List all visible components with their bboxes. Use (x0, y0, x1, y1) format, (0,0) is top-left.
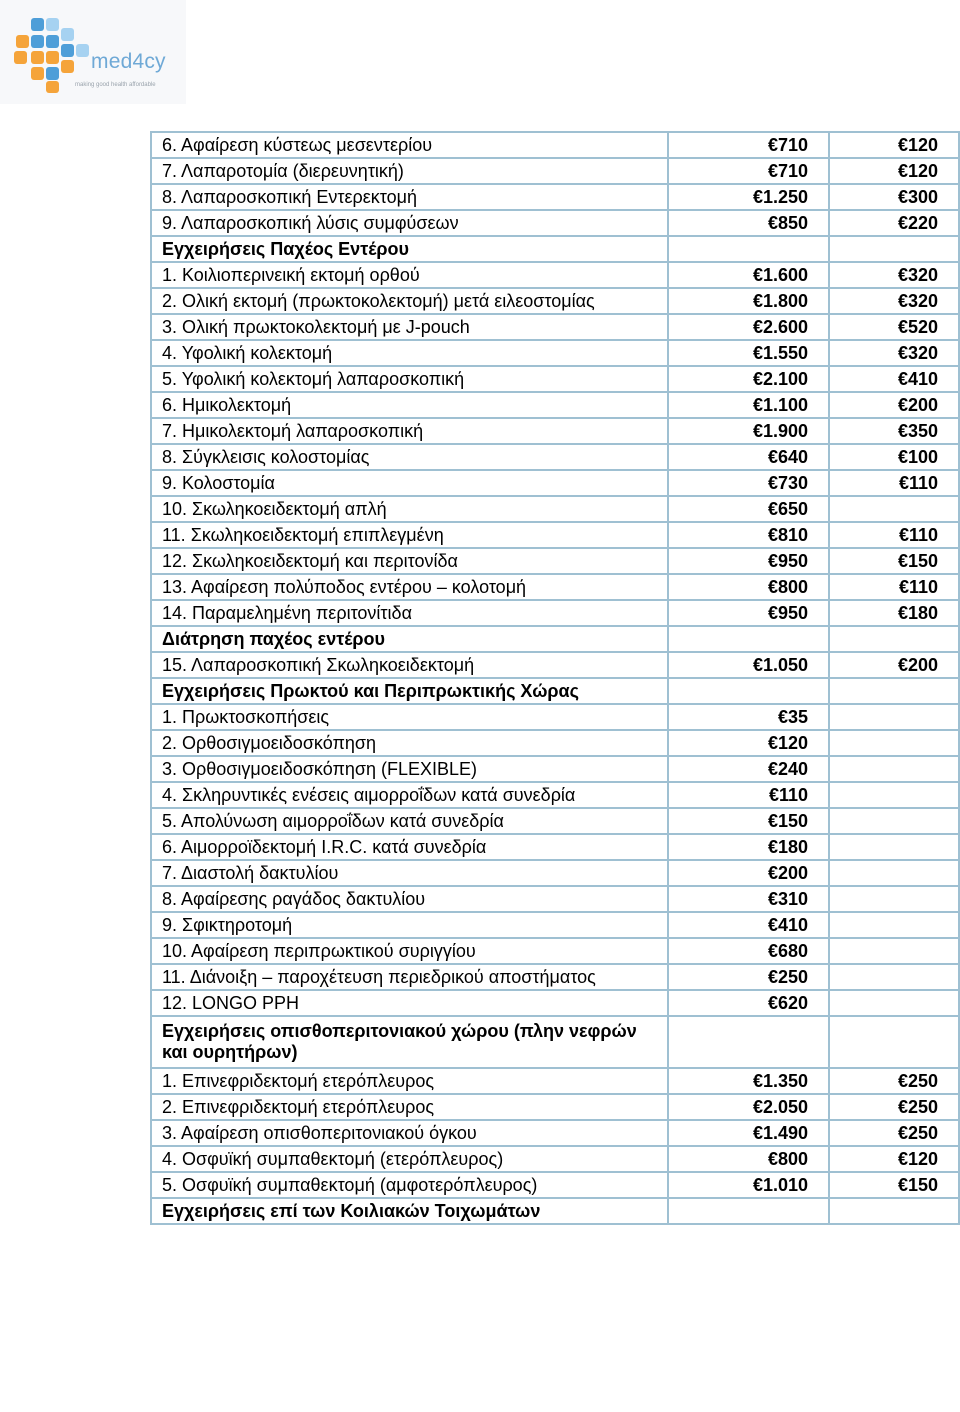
procedure-name: Εγχειρήσεις Πρωκτού και Περιπρωκτικής Χώρας (151, 678, 668, 704)
procedure-name: 12. LONGO PPH (151, 990, 668, 1016)
price-cell: €310 (668, 886, 829, 912)
extra-price-cell: €200 (829, 652, 959, 678)
procedure-name: 11. Διάνοιξη – παροχέτευση περιεδρικού αποστήματος (151, 964, 668, 990)
procedure-name: 2. Επινεφριδεκτομή ετερόπλευρος (151, 1094, 668, 1120)
table-row (151, 210, 959, 236)
extra-price-cell: €250 (829, 1068, 959, 1094)
price-cell: €950 (668, 600, 829, 626)
price-cell: €640 (668, 444, 829, 470)
price-cell: €800 (668, 574, 829, 600)
brand-tagline: making good health affordable (75, 82, 156, 88)
procedure-name: 7. Ημικολεκτομή λαπαροσκοπική (151, 418, 668, 444)
extra-price-cell: €350 (829, 418, 959, 444)
procedure-name: 11. Σκωληκοειδεκτομή επιπλεγμένη (151, 522, 668, 548)
extra-price-cell: €520 (829, 314, 959, 340)
extra-price-cell (829, 886, 959, 912)
table-row (151, 418, 959, 444)
price-cell: €950 (668, 548, 829, 574)
price-cell: €810 (668, 522, 829, 548)
table-row (151, 990, 959, 1016)
brand-logo (0, 0, 186, 104)
procedure-name: 1. Επινεφριδεκτομή ετερόπλευρος (151, 1068, 668, 1094)
price-cell: €1.800 (668, 288, 829, 314)
procedure-name: Εγχειρήσεις οπισθοπεριτονιακού χώρου (πλην νεφρών και ουρητήρων) (151, 1016, 668, 1068)
table-row (151, 834, 959, 860)
table-row (151, 886, 959, 912)
price-cell: €2.100 (668, 366, 829, 392)
extra-price-cell (829, 496, 959, 522)
table-row (151, 522, 959, 548)
extra-price-cell (829, 678, 959, 704)
extra-price-cell (829, 912, 959, 938)
price-cell: €150 (668, 808, 829, 834)
price-cell: €710 (668, 158, 829, 184)
table-row (151, 548, 959, 574)
table-row (151, 366, 959, 392)
price-cell: €1.250 (668, 184, 829, 210)
procedure-name: 6. Αφαίρεση κύστεως μεσεντερίου (151, 132, 668, 158)
procedure-name: 5. Υφολική κολεκτομή λαπαροσκοπική (151, 366, 668, 392)
brand-name: med4cy (91, 50, 166, 73)
table-row (151, 938, 959, 964)
procedure-name: 7. Διαστολή δακτυλίου (151, 860, 668, 886)
extra-price-cell: €110 (829, 470, 959, 496)
price-cell: €1.010 (668, 1172, 829, 1198)
table-row (151, 808, 959, 834)
table-row (151, 782, 959, 808)
table-row (151, 600, 959, 626)
section-header-row (151, 236, 959, 262)
procedure-name: 7. Λαπαροτομία (διερευνητική) (151, 158, 668, 184)
price-cell (668, 1198, 829, 1224)
table-row (151, 262, 959, 288)
price-cell: €710 (668, 132, 829, 158)
table-row (151, 860, 959, 886)
price-cell: €730 (668, 470, 829, 496)
price-cell: €800 (668, 1146, 829, 1172)
procedure-name: 6. Ημικολεκτομή (151, 392, 668, 418)
price-cell: €180 (668, 834, 829, 860)
price-cell: €1.050 (668, 652, 829, 678)
extra-price-cell: €250 (829, 1094, 959, 1120)
table-row (151, 470, 959, 496)
price-cell: €1.900 (668, 418, 829, 444)
table-row (151, 1172, 959, 1198)
procedure-name: 1. Κοιλιοπερινεική εκτομή ορθού (151, 262, 668, 288)
price-cell: €120 (668, 730, 829, 756)
extra-price-cell: €220 (829, 210, 959, 236)
price-cell (668, 236, 829, 262)
extra-price-cell (829, 756, 959, 782)
extra-price-cell: €110 (829, 522, 959, 548)
extra-price-cell: €300 (829, 184, 959, 210)
table-row (151, 1120, 959, 1146)
table-row (151, 184, 959, 210)
extra-price-cell (829, 730, 959, 756)
procedure-name: 1. Πρωκτοσκοπήσεις (151, 704, 668, 730)
extra-price-cell (829, 782, 959, 808)
procedure-name: 9. Κολοστομία (151, 470, 668, 496)
price-cell: €250 (668, 964, 829, 990)
extra-price-cell: €120 (829, 132, 959, 158)
procedure-name: 13. Αφαίρεση πολύποδος εντέρου – κολοτομή (151, 574, 668, 600)
procedure-name: 3. Ολική πρωκτοκολεκτομή με J-pouch (151, 314, 668, 340)
extra-price-cell (829, 1198, 959, 1224)
section-header-row (151, 1198, 959, 1224)
table-row (151, 964, 959, 990)
section-header-row (151, 678, 959, 704)
procedure-name: 2. Ορθοσιγμοειδοσκόπηση (151, 730, 668, 756)
procedure-name: 4. Σκληρυντικές ενέσεις αιμορροΐδων κατά συνεδρία (151, 782, 668, 808)
price-table-body (151, 132, 959, 1224)
extra-price-cell: €120 (829, 1146, 959, 1172)
table-row (151, 730, 959, 756)
extra-price-cell (829, 834, 959, 860)
extra-price-cell (829, 964, 959, 990)
price-cell: €2.050 (668, 1094, 829, 1120)
price-cell: €1.600 (668, 262, 829, 288)
extra-price-cell: €410 (829, 366, 959, 392)
price-cell: €35 (668, 704, 829, 730)
price-cell: €410 (668, 912, 829, 938)
price-cell: €110 (668, 782, 829, 808)
extra-price-cell: €320 (829, 340, 959, 366)
price-cell: €1.350 (668, 1068, 829, 1094)
table-row (151, 314, 959, 340)
extra-price-cell (829, 990, 959, 1016)
table-row (151, 1146, 959, 1172)
extra-price-cell: €150 (829, 548, 959, 574)
table-row (151, 392, 959, 418)
extra-price-cell: €320 (829, 262, 959, 288)
price-cell: €1.100 (668, 392, 829, 418)
table-row (151, 496, 959, 522)
table-row (151, 704, 959, 730)
procedure-name: 8. Αφαίρεσης ραγάδος δακτυλίου (151, 886, 668, 912)
table-row (151, 340, 959, 366)
table-row (151, 288, 959, 314)
price-cell: €680 (668, 938, 829, 964)
price-cell (668, 626, 829, 652)
procedure-name: Εγχειρήσεις Παχέος Εντέρου (151, 236, 668, 262)
procedure-name: 15. Λαπαροσκοπική Σκωληκοειδεκτομή (151, 652, 668, 678)
procedure-name: 4. Οσφυϊκή συμπαθεκτομή (ετερόπλευρος) (151, 1146, 668, 1172)
extra-price-cell (829, 938, 959, 964)
extra-price-cell: €120 (829, 158, 959, 184)
extra-price-cell: €200 (829, 392, 959, 418)
procedure-name: 14. Παραμελημένη περιτονίτιδα (151, 600, 668, 626)
price-cell: €1.490 (668, 1120, 829, 1146)
procedure-name: 10. Αφαίρεση περιπρωκτικού συριγγίου (151, 938, 668, 964)
table-row (151, 652, 959, 678)
table-row (151, 444, 959, 470)
extra-price-cell: €100 (829, 444, 959, 470)
procedure-name: 3. Ορθοσιγμοειδοσκόπηση (FLEXIBLE) (151, 756, 668, 782)
extra-price-cell: €250 (829, 1120, 959, 1146)
extra-price-cell: €320 (829, 288, 959, 314)
procedure-name: 5. Οσφυϊκή συμπαθεκτομή (αμφοτερόπλευρος) (151, 1172, 668, 1198)
procedure-name: Εγχειρήσεις επί των Κοιλιακών Τοιχωμάτων (151, 1198, 668, 1224)
table-row (151, 912, 959, 938)
price-cell: €200 (668, 860, 829, 886)
price-cell: €650 (668, 496, 829, 522)
procedure-name: 12. Σκωληκοειδεκτομή και περιτονίδα (151, 548, 668, 574)
procedure-name: Διάτρηση παχέος εντέρου (151, 626, 668, 652)
price-cell: €1.550 (668, 340, 829, 366)
procedure-name: 8. Λαπαροσκοπική Εντερεκτομή (151, 184, 668, 210)
price-cell: €2.600 (668, 314, 829, 340)
price-cell: €850 (668, 210, 829, 236)
procedure-name: 3. Αφαίρεση οπισθοπεριτονιακού όγκου (151, 1120, 668, 1146)
procedure-name: 9. Λαπαροσκοπική λύσις συμφύσεων (151, 210, 668, 236)
price-cell (668, 1016, 829, 1068)
extra-price-cell (829, 1016, 959, 1068)
procedure-name: 5. Απολύνωση αιμορροΐδων κατά συνεδρία (151, 808, 668, 834)
price-cell: €240 (668, 756, 829, 782)
procedure-name: 8. Σύγκλεισις κολοστομίας (151, 444, 668, 470)
table-row (151, 1068, 959, 1094)
extra-price-cell: €110 (829, 574, 959, 600)
extra-price-cell: €180 (829, 600, 959, 626)
extra-price-cell (829, 626, 959, 652)
procedure-name: 2. Ολική εκτομή (πρωκτοκολεκτομή) μετά ειλεοστομίας (151, 288, 668, 314)
table-row (151, 574, 959, 600)
price-cell: €620 (668, 990, 829, 1016)
section-header-row (151, 626, 959, 652)
procedure-name: 4. Υφολική κολεκτομή (151, 340, 668, 366)
table-row (151, 132, 959, 158)
section-header-row (151, 1016, 959, 1068)
extra-price-cell (829, 704, 959, 730)
extra-price-cell: €150 (829, 1172, 959, 1198)
procedure-name: 9. Σφικτηροτομή (151, 912, 668, 938)
extra-price-cell (829, 808, 959, 834)
table-row (151, 1094, 959, 1120)
price-table (150, 131, 960, 1225)
table-row (151, 158, 959, 184)
extra-price-cell (829, 860, 959, 886)
price-cell (668, 678, 829, 704)
extra-price-cell (829, 236, 959, 262)
procedure-name: 10. Σκωληκοειδεκτομή απλή (151, 496, 668, 522)
procedure-name: 6. Αιμορροϊδεκτομή I.R.C. κατά συνεδρία (151, 834, 668, 860)
table-row (151, 756, 959, 782)
